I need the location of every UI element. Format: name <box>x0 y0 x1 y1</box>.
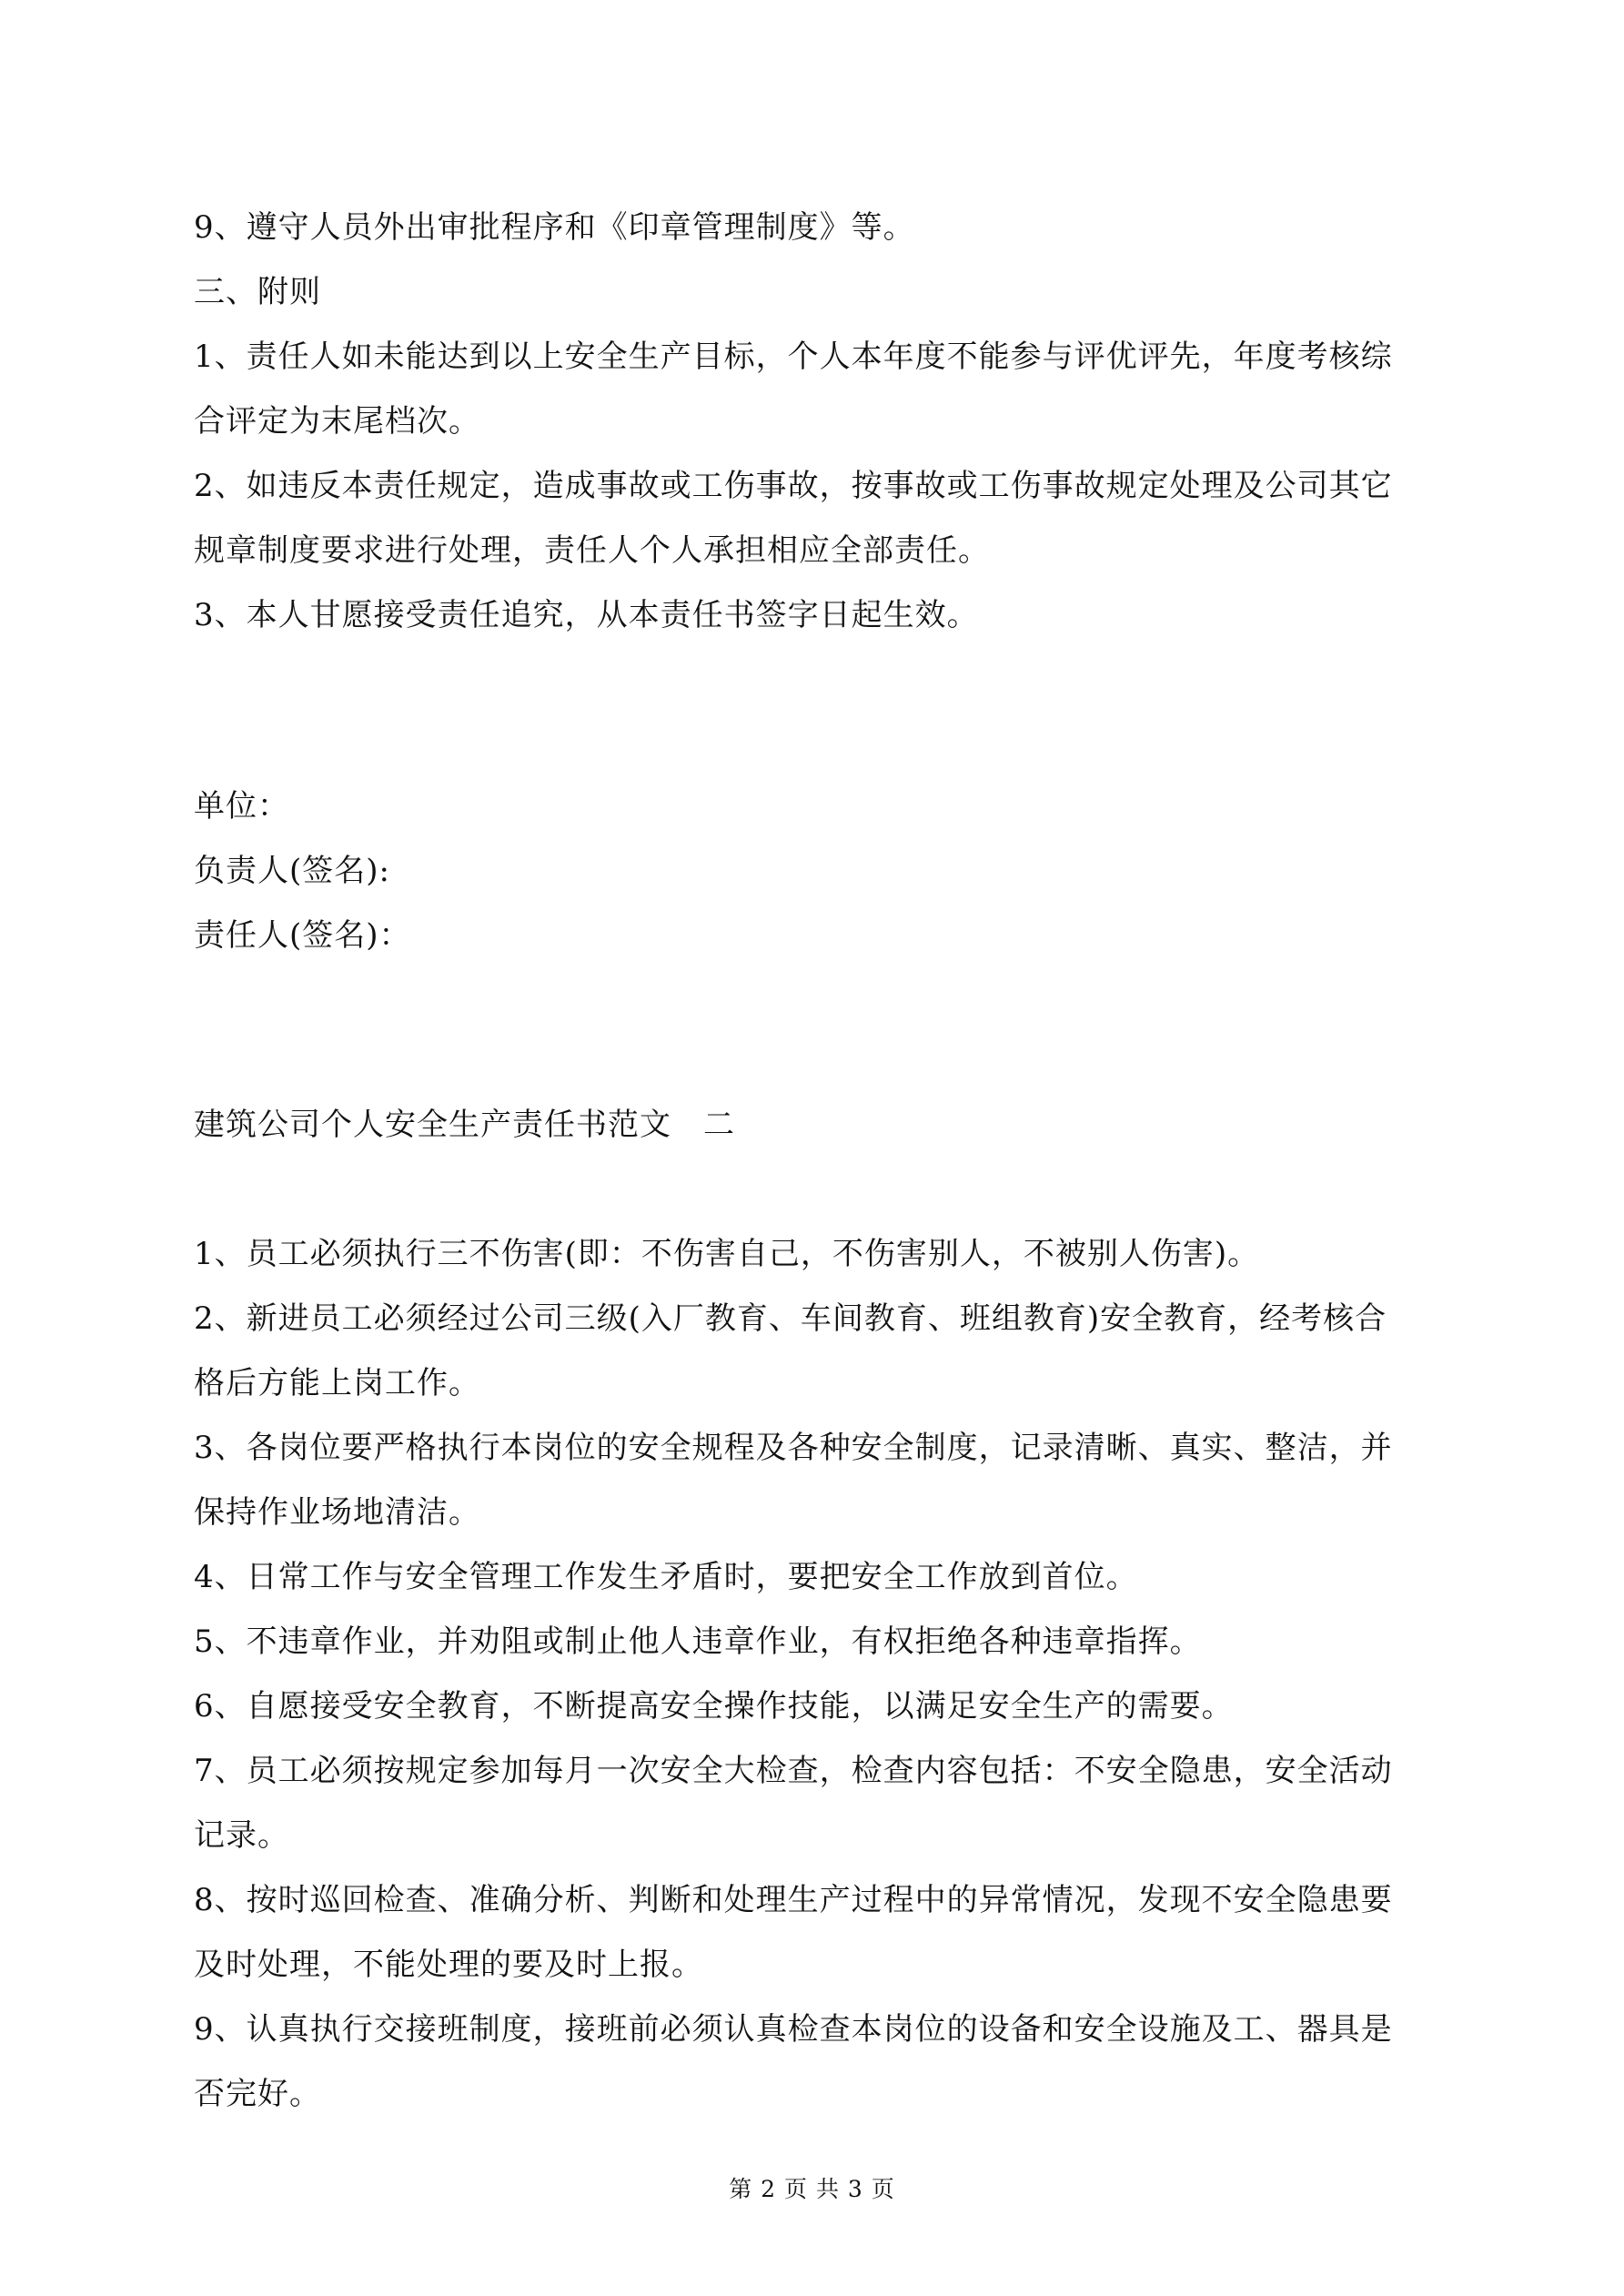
appendix-item-1-line-1: 1、责任人如未能达到以上安全生产目标，个人本年度不能参与评优评先，年度考核综 <box>194 339 1393 375</box>
signature-leader: 负责人(签名): <box>194 853 390 889</box>
appendix-item-2-line-2: 规章制度要求进行处理，责任人个人承担相应全部责任。 <box>194 532 990 569</box>
rule-item-5: 5、不违章作业，并劝阻或制止他人违章作业，有权拒绝各种违章指挥。 <box>194 1623 1202 1660</box>
rule-item-9-line-2: 否完好。 <box>194 2076 321 2112</box>
rule-item-7-line-2: 记录。 <box>194 1817 289 1854</box>
signature-responsible: 责任人(签名)： <box>194 917 411 954</box>
rule-item-2-line-2: 格后方能上岗工作。 <box>194 1365 480 1401</box>
appendix-item-2-line-1: 2、如违反本责任规定，造成事故或工伤事故，按事故或工伤事故规定处理及公司其它 <box>194 468 1393 504</box>
rule-item-8-line-1: 8、按时巡回检查、准确分析、判断和处理生产过程中的异常情况，发现不安全隐患要 <box>194 1882 1393 1918</box>
rule-item-6: 6、自愿接受安全教育，不断提高安全操作技能，以满足安全生产的需要。 <box>194 1688 1234 1725</box>
clause-9: 9、遵守人员外出审批程序和《印章管理制度》等。 <box>194 209 915 246</box>
rule-item-2-line-1: 2、新进员工必须经过公司三级(入厂教育、车间教育、班组教育)安全教育，经考核合 <box>194 1300 1387 1337</box>
page-number-footer: 第 2 页 共 3 页 <box>729 2176 895 2202</box>
section-heading-appendix: 三、附则 <box>194 274 321 310</box>
rule-item-7-line-1: 7、员工必须按规定参加每月一次安全大检查，检查内容包括：不安全隐患，安全活动 <box>194 1753 1393 1789</box>
rule-item-1: 1、员工必须执行三不伤害(即：不伤害自己，不伤害别人，不被别人伤害)。 <box>194 1236 1260 1272</box>
rule-item-3-line-1: 3、各岗位要严格执行本岗位的安全规程及各种安全制度，记录清晰、真实、整洁，并 <box>194 1430 1393 1466</box>
rule-item-8-line-2: 及时处理，不能处理的要及时上报。 <box>194 1947 703 1983</box>
signature-unit: 单位： <box>194 788 289 824</box>
rule-item-9-line-1: 9、认真执行交接班制度，接班前必须认真检查本岗位的设备和安全设施及工、器具是 <box>194 2011 1393 2048</box>
rule-item-3-line-2: 保持作业场地清洁。 <box>194 1494 480 1531</box>
appendix-item-3: 3、本人甘愿接受责任追究，从本责任书签字日起生效。 <box>194 597 979 633</box>
section-title: 建筑公司个人安全生产责任书范文 二 <box>194 1107 735 1143</box>
appendix-item-1-line-2: 合评定为末尾档次。 <box>194 403 480 440</box>
rule-item-4: 4、日常工作与安全管理工作发生矛盾时，要把安全工作放到首位。 <box>194 1559 1138 1595</box>
